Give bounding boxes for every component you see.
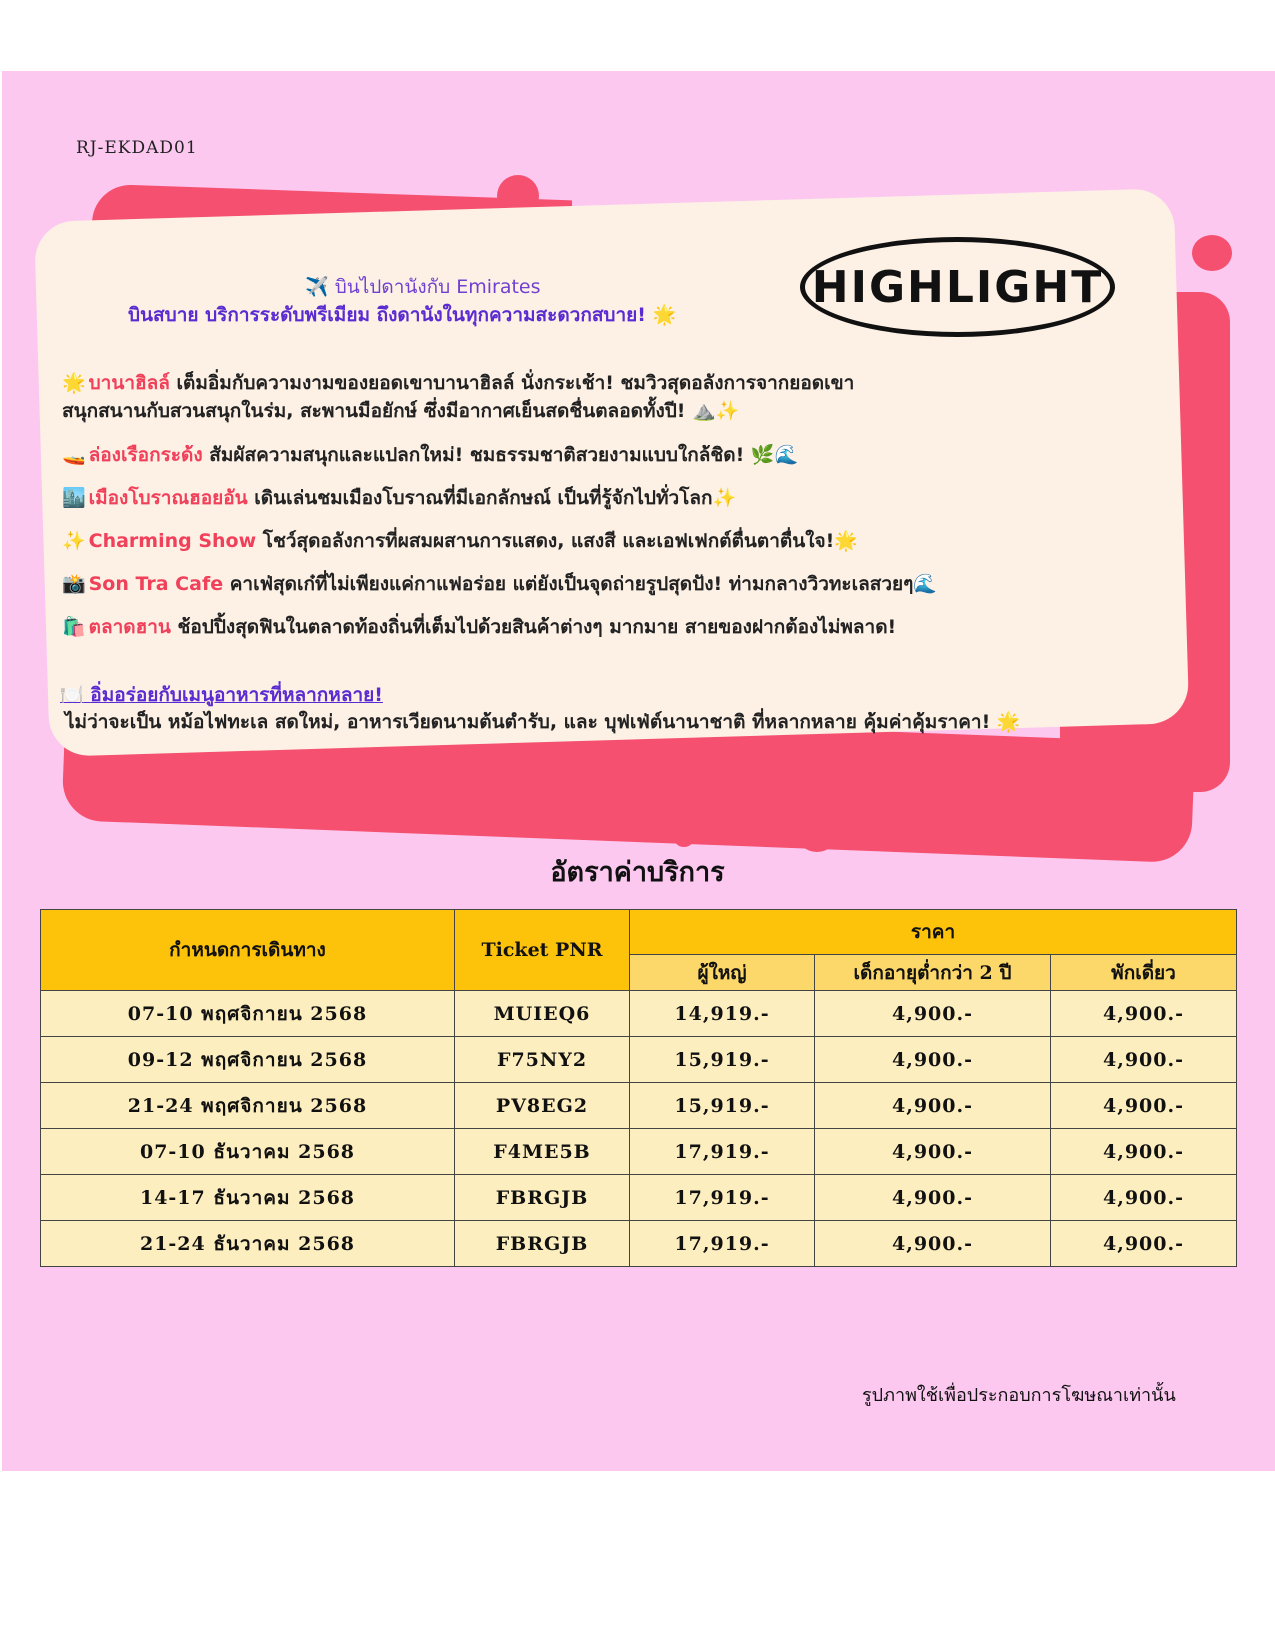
cell-pnr: FBRGJB (455, 1175, 630, 1221)
highlight-text: เดินเล่นชมเมืองโบราณที่มีเอกลักษณ์ เป็นที่รู้จักไปทั่วโลก✨ (247, 487, 737, 509)
header-ticket-pnr: Ticket PNR (455, 910, 630, 991)
highlight-item-hoian (62, 483, 736, 513)
cell-pnr: F75NY2 (455, 1037, 630, 1083)
cell-adult-price: 15,919.- (630, 1037, 815, 1083)
cell-adult-price: 17,919.- (630, 1221, 815, 1267)
table-row (41, 1175, 1237, 1221)
highlight-text: ช้อปปิ้งสุดฟินในตลาดท้องถิ่นที่เต็มไปด้วยสินค้าต่างๆ มากมาย สายของฝากต้องไม่พลาด! (170, 616, 897, 638)
food-title (60, 680, 383, 710)
cell-single-price: 4,900.- (1051, 1037, 1237, 1083)
food-text: ไม่ว่าจะเป็น หม้อไฟทะเล สดใหม่, อาหารเวียดนามต้นตำรับ, และ บุฟเฟ่ต์นานาชาติ ที่หลากหลาย คุ้มค่าคุ้มราคา! 🌟 (65, 711, 1021, 733)
highlight-item-charming-show (62, 526, 858, 556)
intro-line-2: บินสบาย บริการระดับพรีเมียม ถึงดานังในทุกความสะดวกสบาย! 🌟 (128, 304, 677, 326)
plate-icon: 🍽️ (60, 684, 84, 706)
highlight-text: คาเฟ่สุดเก๋ที่ไม่เพียงแค่กาแฟอร่อย แต่ยังเป็นจุดถ่ายรูปสุดปัง! ท่ามกลางวิวทะเลสวยๆ🌊 (223, 573, 938, 595)
cell-child-price: 4,900.- (815, 1175, 1051, 1221)
table-row (41, 991, 1237, 1037)
highlight-text: เต็มอิ่มกับความงามของยอดเขาบานาฮิลล์ นั่งกระเช้า! ชมวิวสุดอลังการจากยอดเขา (169, 372, 855, 394)
cell-pnr: F4ME5B (455, 1129, 630, 1175)
highlight-name: บานาฮิลล์ (88, 372, 170, 394)
highlight-text: โชว์สุดอลังการที่ผสมผสานการแสดง, แสงสี และเอฟเฟกต์ตื่นตาตื่นใจ!🌟 (256, 530, 858, 552)
rates-table (40, 909, 1237, 1267)
cell-dates: 21-24 พฤศจิกายน 2568 (41, 1083, 455, 1129)
cell-child-price: 4,900.- (815, 991, 1051, 1037)
highlight-name: เมืองโบราณฮอยอัน (88, 487, 248, 509)
header-price: ราคา (630, 910, 1237, 955)
highlight-label: HIGHLIGHT (811, 261, 1104, 313)
highlight-item-basket-boat (62, 440, 798, 470)
city-icon: 🏙️ (62, 487, 86, 509)
highlight-badge (800, 237, 1115, 337)
cell-single-price: 4,900.- (1051, 1175, 1237, 1221)
boat-icon: 🚤 (62, 444, 86, 466)
cell-adult-price: 17,919.- (630, 1175, 815, 1221)
header-travel-dates: กำหนดการเดินทาง (41, 910, 455, 991)
highlight-item-banahills (62, 368, 854, 398)
cell-single-price: 4,900.- (1051, 991, 1237, 1037)
highlight-name: ตลาดฮาน (88, 616, 171, 638)
table-row (41, 1129, 1237, 1175)
highlight-text: สัมผัสความสนุกและแปลกใหม่! ชมธรรมชาติสวยงามแบบใกล้ชิด! 🌿🌊 (202, 444, 799, 466)
header-single: พักเดี่ยว (1051, 955, 1237, 991)
highlight-name: ล่องเรือกระด้ง (88, 444, 203, 466)
product-code: RJ-EKDAD01 (76, 138, 198, 158)
cell-adult-price: 15,919.- (630, 1083, 815, 1129)
cell-single-price: 4,900.- (1051, 1129, 1237, 1175)
cell-single-price: 4,900.- (1051, 1083, 1237, 1129)
highlight-item-banahills-line2 (62, 396, 739, 426)
cell-child-price: 4,900.- (815, 1037, 1051, 1083)
rate-title: อัตราค่าบริการ (550, 857, 725, 888)
highlight-name: Charming Show (88, 530, 257, 552)
cell-dates: 07-10 พฤศจิกายน 2568 (41, 991, 455, 1037)
highlight-name: Son Tra Cafe (88, 573, 224, 595)
cell-dates: 14-17 ธันวาคม 2568 (41, 1175, 455, 1221)
decor-dot (797, 816, 837, 852)
cell-dates: 09-12 พฤศจิกายน 2568 (41, 1037, 455, 1083)
cell-dates: 07-10 ธันวาคม 2568 (41, 1129, 455, 1175)
star-icon: 🌟 (62, 372, 86, 394)
cell-pnr: MUIEQ6 (455, 991, 630, 1037)
cell-child-price: 4,900.- (815, 1221, 1051, 1267)
table-row (41, 1221, 1237, 1267)
intro-line-1: ✈️ บินไปดานังกับ Emirates (305, 276, 541, 298)
sparkles-icon: ✨ (62, 530, 86, 552)
footer-disclaimer: รูปภาพใช้เพื่อประกอบการโฆษณาเท่านั้น (862, 1385, 1176, 1406)
decor-dot (1192, 235, 1232, 271)
cell-adult-price: 14,919.- (630, 991, 815, 1037)
cell-child-price: 4,900.- (815, 1083, 1051, 1129)
table-row (41, 1037, 1237, 1083)
food-title-text: อิ่มอร่อยกับเมนูอาหารที่หลากหลาย! (90, 684, 383, 706)
cell-dates: 21-24 ธันวาคม 2568 (41, 1221, 455, 1267)
decor-dot (674, 829, 694, 847)
shopping-bag-icon: 🛍️ (62, 616, 86, 638)
header-child: เด็กอายุต่ำกว่า 2 ปี (815, 955, 1051, 991)
cell-single-price: 4,900.- (1051, 1221, 1237, 1267)
header-adult: ผู้ใหญ่ (630, 955, 815, 991)
camera-icon: 📸 (62, 573, 86, 595)
cell-child-price: 4,900.- (815, 1129, 1051, 1175)
highlight-text: สนุกสนานกับสวนสนุกในร่ม, สะพานมือยักษ์ ซึ่งมีอากาศเย็นสดชื่นตลอดทั้งปี! ⛰️✨ (62, 400, 740, 422)
highlight-item-han-market (62, 612, 896, 642)
cell-pnr: FBRGJB (455, 1221, 630, 1267)
highlight-item-son-tra-cafe (62, 569, 937, 599)
cell-pnr: PV8EG2 (455, 1083, 630, 1129)
cell-adult-price: 17,919.- (630, 1129, 815, 1175)
table-row (41, 1083, 1237, 1129)
